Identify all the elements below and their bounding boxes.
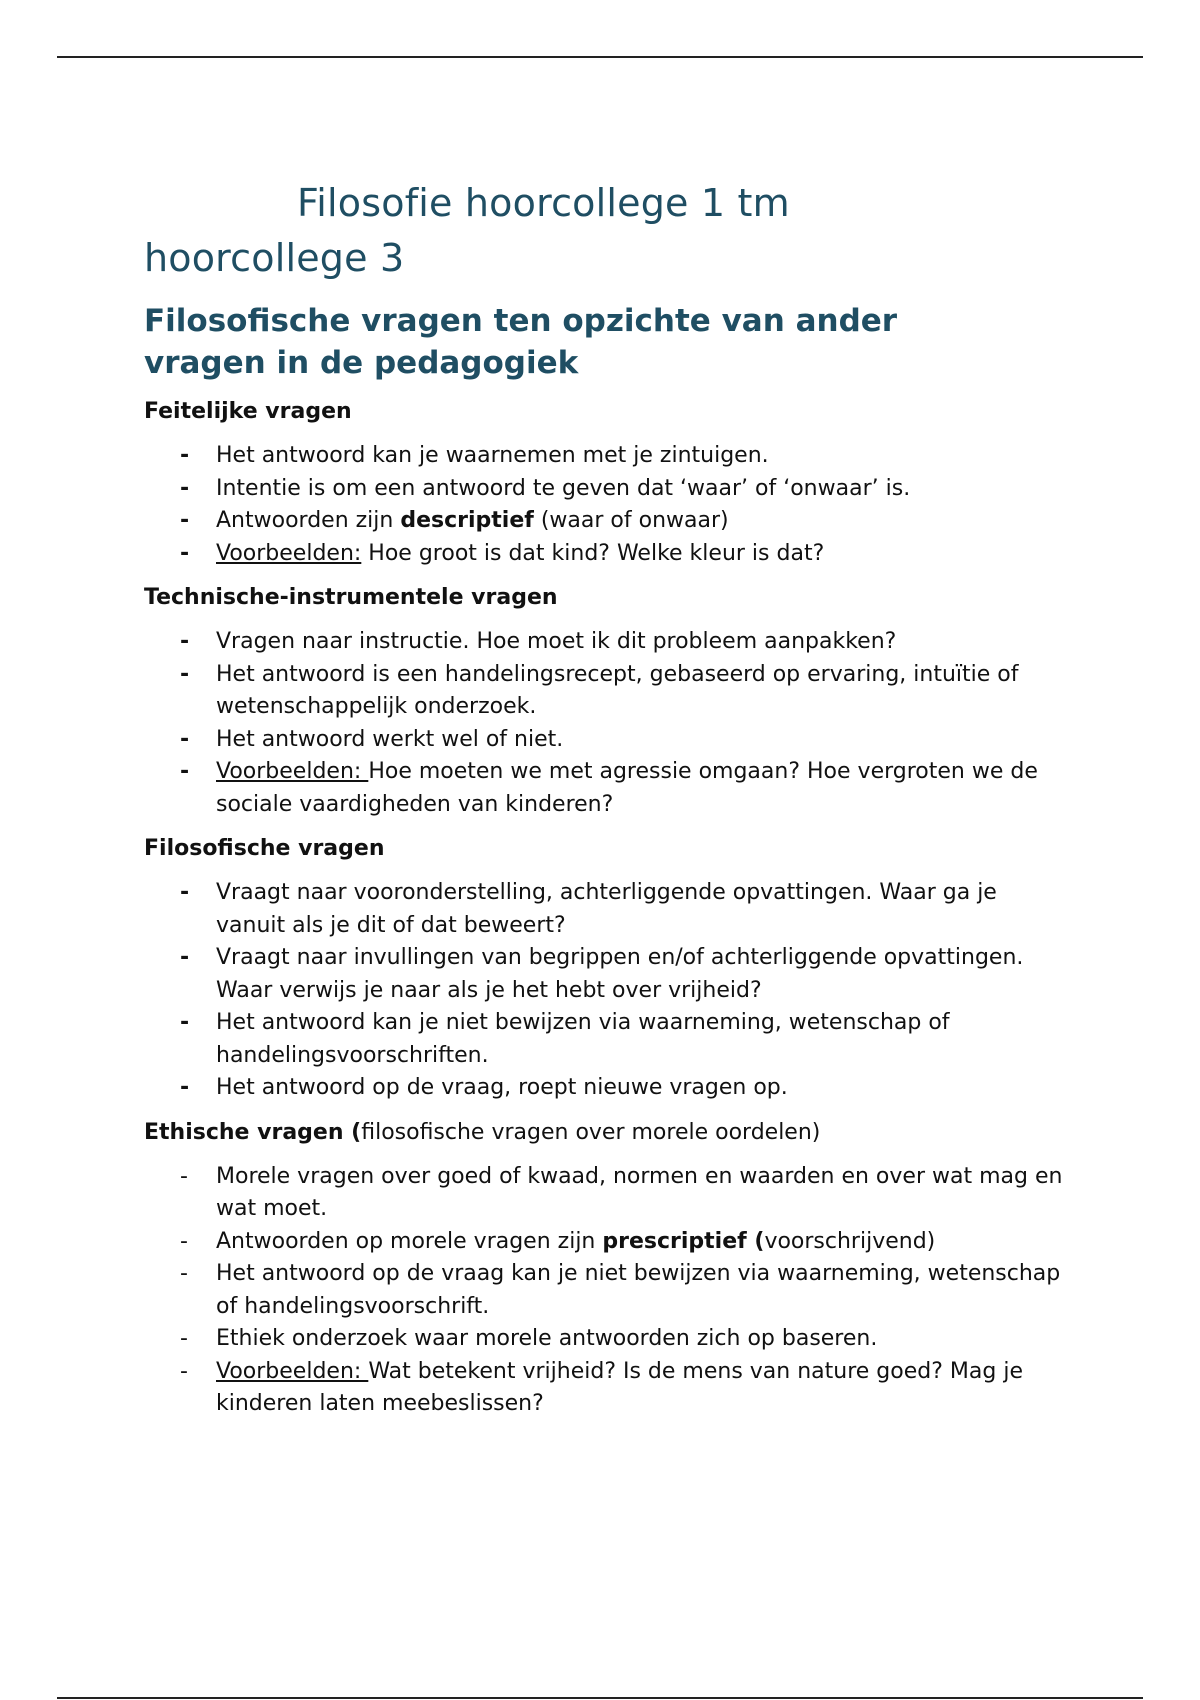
dash-bullet: - xyxy=(180,629,190,654)
examples-label: Voorbeelden: xyxy=(216,759,369,784)
subheading-text: Feitelijke vragen xyxy=(144,399,352,424)
footer-rule xyxy=(57,1697,1143,1699)
subheading-rest: filosofische vragen over morele oordelen) xyxy=(361,1119,821,1145)
block-technische-vragen xyxy=(144,582,1084,821)
list-item-text: Morele vragen over goed of kwaad, normen en waarden en over wat mag en wat moet. xyxy=(216,1163,1063,1221)
list-ethische-vragen xyxy=(144,1161,1084,1421)
list-item-text: Het antwoord op de vraag kan je niet bewijzen via waarneming, wetenschap of handelingsvoorschrift. xyxy=(216,1261,1061,1319)
list-item-text: Het antwoord werkt wel of niet. xyxy=(216,726,564,752)
list-item xyxy=(144,877,1066,942)
dash-bullet: - xyxy=(180,1326,188,1351)
list-item-text: Antwoorden zijn xyxy=(216,508,401,533)
dash-bullet: - xyxy=(180,759,190,784)
list-item-text: Hoe groot is dat kind? Welke kleur is dat? xyxy=(361,540,825,566)
list-item xyxy=(144,1007,1066,1072)
list-item xyxy=(144,473,1066,506)
block-filosofische-vragen xyxy=(144,833,1084,1105)
subheading-text: Technische-instrumentele vragen xyxy=(144,585,558,610)
dash-bullet: - xyxy=(180,1358,188,1384)
list-item-text: Het antwoord kan je waarnemen met je zintuigen. xyxy=(216,443,769,468)
list-item xyxy=(144,724,1066,757)
subheading-ethische-vragen xyxy=(144,1117,1084,1149)
title-line-1: Filosofie hoorcollege 1 tm xyxy=(297,181,790,225)
dash-bullet: - xyxy=(180,1261,188,1286)
list-item-text: Vraagt naar invullingen van begrippen en/of achterliggende opvattingen. Waar verwijs je naar als je het hebt over vrijheid? xyxy=(216,945,1024,1003)
dash-bullet: - xyxy=(180,475,190,501)
list-item-text: Vragen naar instructie. Hoe moet ik dit probleem aanpakken? xyxy=(216,629,897,654)
subheading-filosofische-vragen xyxy=(144,833,1084,865)
examples-label: Voorbeelden: xyxy=(216,540,362,566)
subheading-feitelijke-vragen xyxy=(144,396,1084,428)
dash-bullet: - xyxy=(180,1163,188,1189)
document-title xyxy=(144,176,1084,286)
list-feitelijke-vragen xyxy=(144,440,1084,570)
list-item xyxy=(144,1226,1066,1259)
list-filosofische-vragen xyxy=(144,877,1084,1105)
list-item xyxy=(144,1072,1066,1105)
list-item-text: voorschrijvend) xyxy=(764,1228,936,1254)
list-item-text: Ethiek onderzoek waar morele antwoorden zich op baseren. xyxy=(216,1326,878,1351)
list-item xyxy=(144,440,1066,473)
dash-bullet: - xyxy=(180,945,190,970)
list-item xyxy=(144,1161,1066,1226)
list-technische-vragen xyxy=(144,626,1084,821)
dash-bullet: - xyxy=(180,1228,188,1254)
list-item xyxy=(144,756,1066,821)
dash-bullet: - xyxy=(180,661,190,687)
examples-label: Voorbeelden: xyxy=(216,1358,369,1384)
list-item-text: Wat betekent vrijheid? Is de mens van nature goed? Mag je kinderen laten meebeslissen? xyxy=(216,1358,1023,1416)
list-item xyxy=(144,1323,1066,1356)
dash-bullet: - xyxy=(180,880,190,905)
dash-bullet: - xyxy=(180,1075,190,1100)
subheading-text: Filosofische vragen xyxy=(144,836,385,861)
subheading-bold: Ethische vragen ( xyxy=(144,1119,362,1145)
dash-bullet: - xyxy=(180,540,190,566)
list-item-text: (waar of onwaar) xyxy=(533,508,729,533)
list-item-text: Het antwoord is een handelingsrecept, gebaseerd op ervaring, intuïtie of wetenschappelijk onderzoek. xyxy=(216,661,1019,719)
list-item-text: Het antwoord op de vraag, roept nieuwe vragen op. xyxy=(216,1075,788,1100)
list-item-text: Intentie is om een antwoord te geven dat ‘waar’ of ‘onwaar’ is. xyxy=(216,475,911,501)
document-body xyxy=(144,176,1084,1431)
dash-bullet: - xyxy=(180,726,190,752)
block-feitelijke-vragen xyxy=(144,396,1084,570)
block-ethische-vragen xyxy=(144,1117,1084,1421)
title-line-2: hoorcollege 3 xyxy=(144,236,405,280)
list-item-text: Vraagt naar vooronderstelling, achterliggende opvattingen. Waar ga je vanuit als je dit of dat beweert? xyxy=(216,880,997,938)
list-item-bold: descriptief xyxy=(400,508,534,533)
list-item-bold: prescriptief ( xyxy=(602,1228,765,1254)
dash-bullet: - xyxy=(180,1010,190,1035)
list-item-text: Hoe moeten we met agressie omgaan? Hoe vergroten we de sociale vaardigheden van kinderen? xyxy=(216,759,1038,817)
list-item xyxy=(144,942,1066,1007)
list-item-text: Antwoorden op morele vragen zijn xyxy=(216,1228,603,1254)
dash-bullet: - xyxy=(180,508,190,533)
list-item-text: Het antwoord kan je niet bewijzen via waarneming, wetenschap of handelingsvoorschriften. xyxy=(216,1010,950,1068)
list-item xyxy=(144,538,1066,571)
list-item xyxy=(144,626,1066,659)
list-item xyxy=(144,505,1066,538)
header-rule xyxy=(57,56,1143,58)
list-item xyxy=(144,1258,1066,1323)
dash-bullet: - xyxy=(180,443,190,468)
subheading-technische-vragen xyxy=(144,582,1084,614)
list-item xyxy=(144,659,1066,724)
list-item xyxy=(144,1356,1066,1421)
section-heading: Filosofische vragen ten opzichte van ander vragen in de pedagogiek xyxy=(144,303,898,381)
